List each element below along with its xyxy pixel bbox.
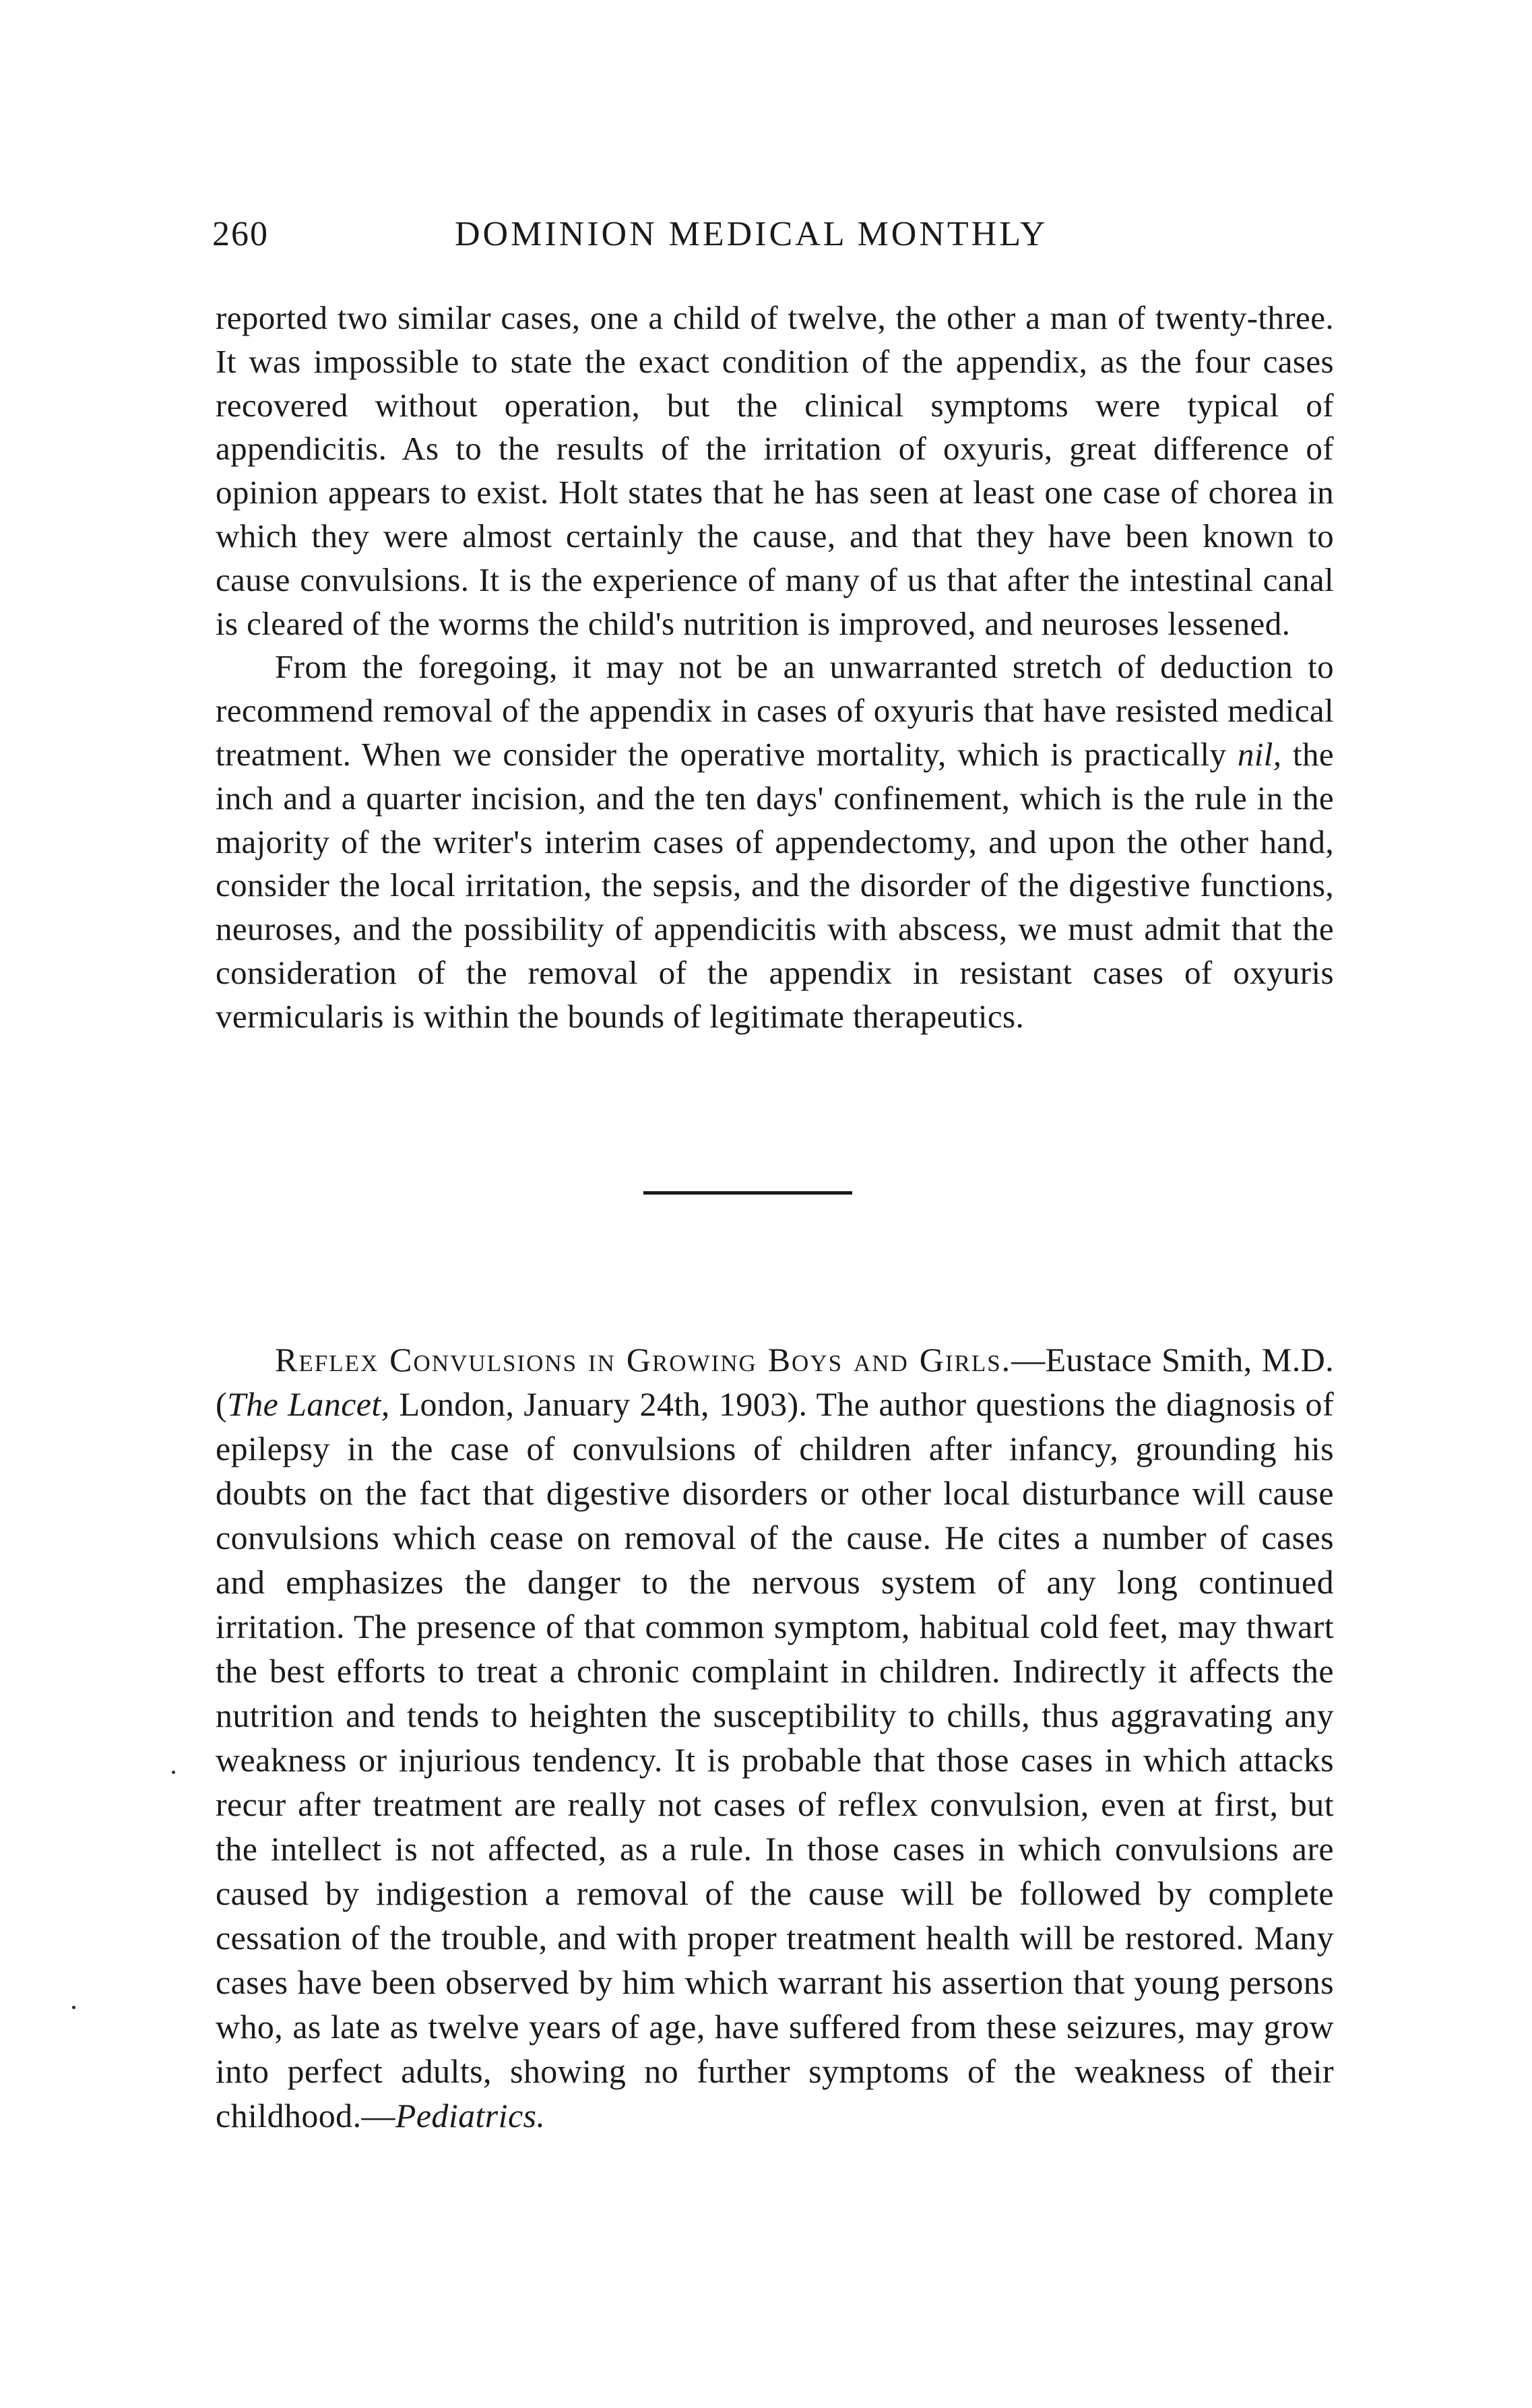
article-title: Reflex Convulsions in Growing Boys and Girls. bbox=[275, 1341, 1012, 1379]
italic-nil: nil, bbox=[1237, 735, 1282, 773]
journal-name: The Lancet, bbox=[227, 1385, 390, 1423]
source-attribution: Pediatrics. bbox=[395, 2097, 546, 2134]
source-dash: — bbox=[361, 2097, 395, 2134]
article-reflex-convulsions bbox=[216, 1337, 1334, 2138]
paragraph-conclusion bbox=[216, 645, 1334, 1038]
page-number: 260 bbox=[212, 215, 269, 253]
paragraph-conclusion-end: the inch and a quarter incision, and the ten days' confinement, which is the rule in the majority of the writer's interim cases of appendectomy, and upon the other hand, consider the local irritation, the sepsis, and the disorder of the digestive functions, neuroses, and the possibility of appendicitis with abscess, we must admit that the consideration of the removal of the appendix in resistant cases of oxyuris vermicularis is within the bounds of legitimate therapeutics. bbox=[216, 735, 1334, 1035]
title-dash: — bbox=[1011, 1341, 1046, 1379]
citation-details: London, January 24th, 1903). bbox=[389, 1385, 808, 1423]
article-continuation bbox=[216, 296, 1334, 1039]
running-title: DOMINION MEDICAL MONTHLY bbox=[455, 215, 1048, 253]
margin-speck bbox=[72, 2006, 75, 2009]
section-divider bbox=[643, 1191, 852, 1195]
citation-author: Eustace Smith, M.D. ( bbox=[216, 1341, 1335, 1423]
margin-speck bbox=[172, 1771, 175, 1774]
paragraph-conclusion-start: From the foregoing, it may not be an unwarranted stretch of deduction to recommend removal of the appendix in cases of oxyuris that have resisted medical treatment. When we consider the operative mortality, which is practically bbox=[216, 648, 1334, 773]
page-header bbox=[212, 214, 1331, 268]
article-abstract bbox=[216, 1337, 1334, 2138]
paragraph-oxyuris-cases: reported two similar cases, one a child of twelve, the other a man of twenty-three. It was impossible to state the exact condition of the appendix, as the four cases recovered without operation, but the clinical symptoms were typical of appendicitis. As to the results of the irritation of oxyuris, great difference of opinion appears to exist. Holt states that he has seen at least one case of chorea in which they were almost certainly the cause, and that they have been known to cause convulsions. It is the experience of many of us that after the intestinal canal is cleared of the worms the child's nutrition is improved, and neuroses lessened. bbox=[216, 299, 1334, 642]
abstract-body: The author questions the diagnosis of epilepsy in the case of convulsions of children after infancy, grounding his doubts on the fact that digestive disorders or other local disturbance will cause convulsions which cease on removal of the cause. He cites a number of cases and emphasizes the danger to the nervous system of any long continued irritation. The presence of that common symptom, habitual cold feet, may thwart the best efforts to treat a chronic complaint in children. Indirectly it affects the nutrition and tends to heighten the susceptibility to chills, thus aggravating any weakness or injurious tendency. It is probable that those cases in which attacks recur after treatment are really not cases of reflex convulsion, even at first, but the intellect is not affected, as a rule. In those cases in which convulsions are caused by indigestion a removal of the cause will be followed by complete cessation of the trouble, and with proper treatment health will be restored. Many cases have been observed by him which warrant his assertion that young persons who, as late as twelve years of age, have suffered from these seizures, may grow into perfect adults, showing no further symptoms of the weakness of their childhood. bbox=[216, 1385, 1334, 2134]
